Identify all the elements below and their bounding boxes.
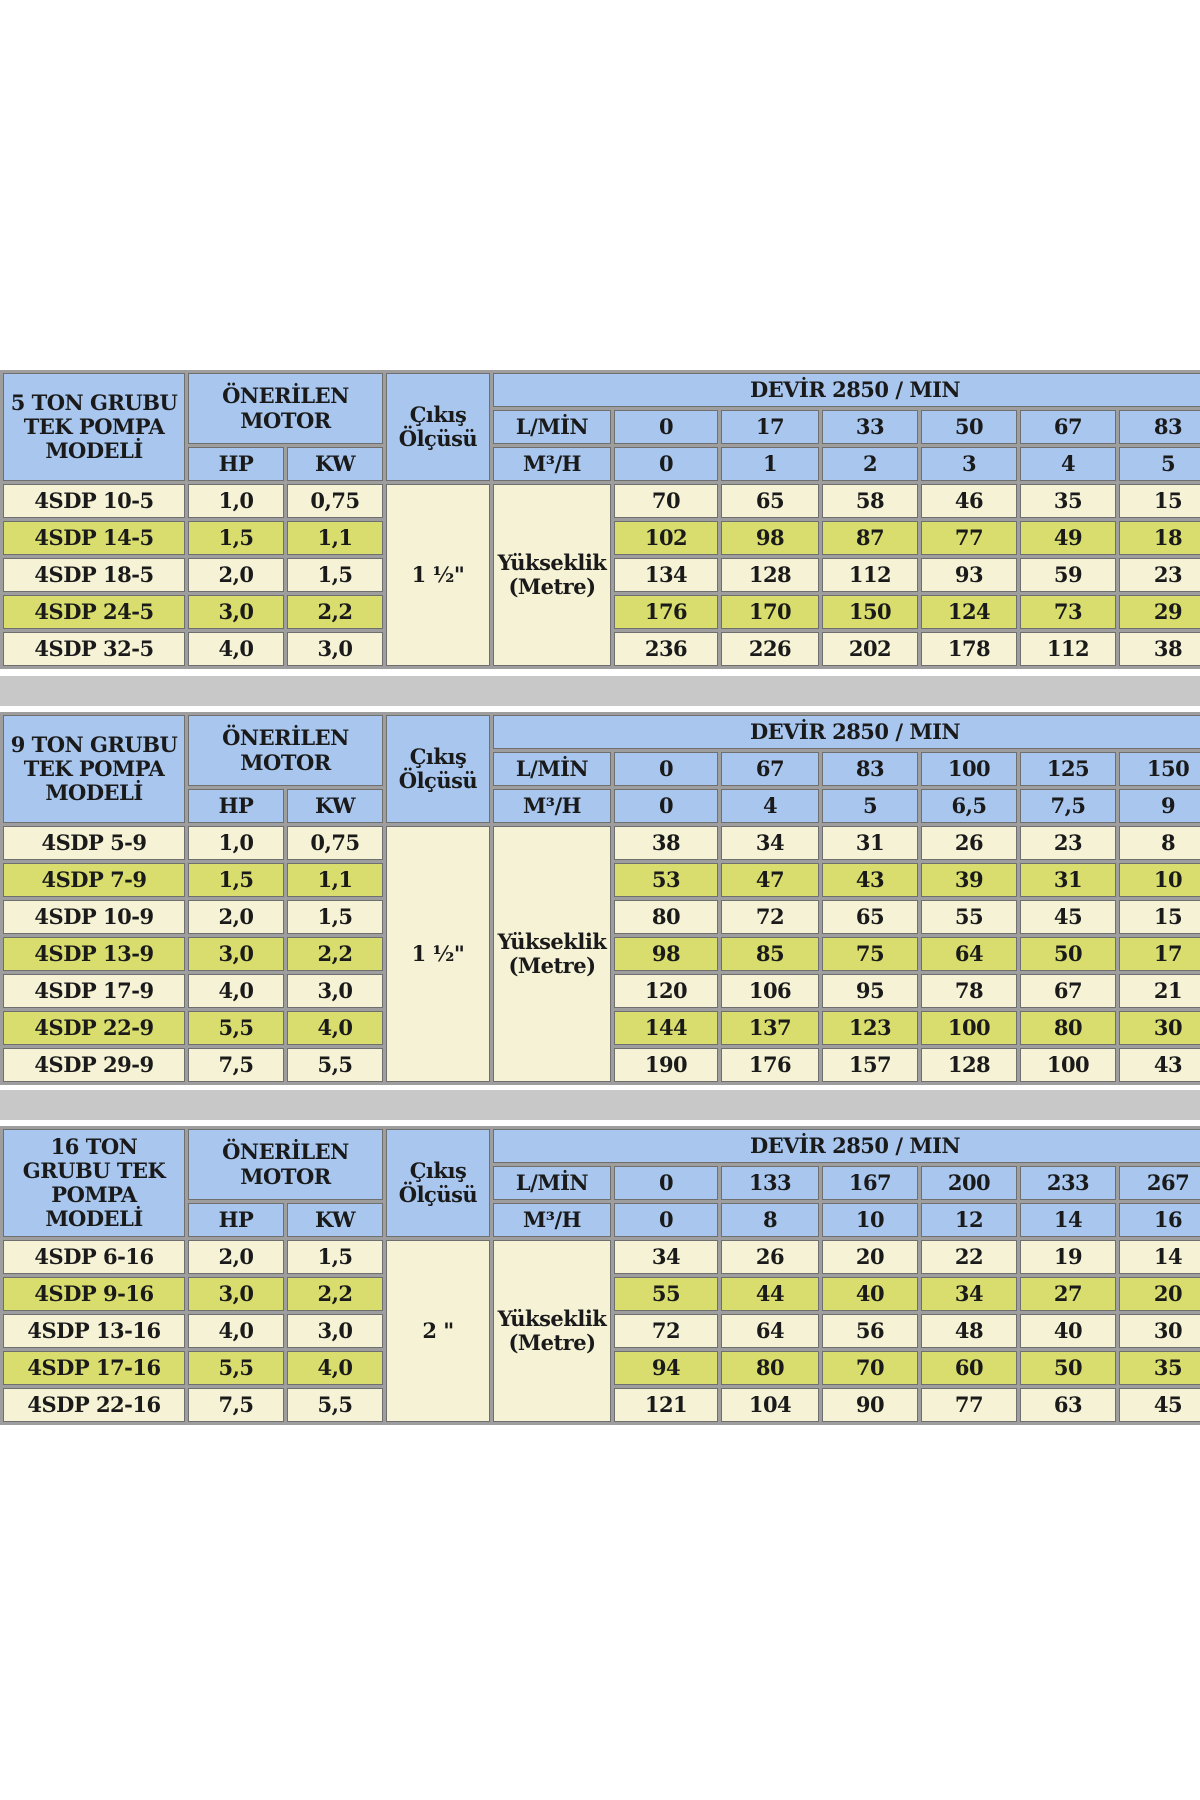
head-value-cell: 58 <box>822 484 918 518</box>
flow-m3h-value: 4 <box>721 789 819 823</box>
head-value-cell: 59 <box>1020 558 1116 592</box>
head-value-cell: 55 <box>614 1277 718 1311</box>
head-value-cell: 98 <box>614 937 718 971</box>
motor-header: ÖNERİLEN MOTOR <box>188 715 383 786</box>
model-cell: 4SDP 7-9 <box>3 863 185 897</box>
table-row <box>3 484 1200 518</box>
head-value-cell: 47 <box>721 863 819 897</box>
head-value-cell: 22 <box>921 1240 1017 1274</box>
model-cell: 4SDP 13-9 <box>3 937 185 971</box>
head-value-cell: 123 <box>822 1011 918 1045</box>
kw-cell: 5,5 <box>287 1048 383 1082</box>
flow-m3h-label: M³/H <box>493 1203 611 1237</box>
head-value-cell: 26 <box>921 826 1017 860</box>
head-value-cell: 40 <box>822 1277 918 1311</box>
flow-m3h-value: 6,5 <box>921 789 1017 823</box>
speed-header: DEVİR 2850 / MIN <box>493 1129 1200 1163</box>
kw-cell: 1,5 <box>287 900 383 934</box>
head-value-cell: 45 <box>1020 900 1116 934</box>
head-value-cell: 90 <box>822 1388 918 1422</box>
kw-cell: 0,75 <box>287 826 383 860</box>
flow-m3h-label: M³/H <box>493 789 611 823</box>
head-value-cell: 93 <box>921 558 1017 592</box>
hp-cell: 3,0 <box>188 937 284 971</box>
flow-m3h-value: 5 <box>1119 447 1200 481</box>
outlet-header: Çıkış Ölçüsü <box>386 373 490 481</box>
head-value-cell: 55 <box>921 900 1017 934</box>
pump-group-table <box>0 1126 1200 1425</box>
head-value-cell: 29 <box>1119 595 1200 629</box>
flow-lmin-value: 0 <box>614 410 718 444</box>
kw-cell: 0,75 <box>287 484 383 518</box>
head-value-cell: 150 <box>822 595 918 629</box>
head-value-cell: 35 <box>1020 484 1116 518</box>
model-cell: 4SDP 13-16 <box>3 1314 185 1348</box>
head-value-cell: 50 <box>1020 1351 1116 1385</box>
head-value-cell: 121 <box>614 1388 718 1422</box>
head-value-cell: 67 <box>1020 974 1116 1008</box>
flow-lmin-label: L/MİN <box>493 1166 611 1200</box>
model-cell: 4SDP 10-5 <box>3 484 185 518</box>
hp-header: HP <box>188 789 284 823</box>
head-label-cell: Yükseklik (Metre) <box>493 484 611 666</box>
head-value-cell: 80 <box>1020 1011 1116 1045</box>
head-value-cell: 49 <box>1020 521 1116 555</box>
flow-m3h-value: 9 <box>1119 789 1200 823</box>
flow-lmin-value: 33 <box>822 410 918 444</box>
head-value-cell: 87 <box>822 521 918 555</box>
head-value-cell: 20 <box>822 1240 918 1274</box>
group-title: 16 TON GRUBU TEK POMPA MODELİ <box>3 1129 185 1237</box>
flow-lmin-value: 0 <box>614 1166 718 1200</box>
head-value-cell: 77 <box>921 1388 1017 1422</box>
hp-cell: 1,5 <box>188 863 284 897</box>
head-value-cell: 63 <box>1020 1388 1116 1422</box>
head-value-cell: 77 <box>921 521 1017 555</box>
flow-lmin-value: 100 <box>921 752 1017 786</box>
kw-cell: 2,2 <box>287 595 383 629</box>
head-label-cell: Yükseklik (Metre) <box>493 1240 611 1422</box>
head-value-cell: 34 <box>721 826 819 860</box>
head-value-cell: 34 <box>614 1240 718 1274</box>
group-title: 5 TON GRUBU TEK POMPA MODELİ <box>3 373 185 481</box>
head-value-cell: 65 <box>822 900 918 934</box>
head-value-cell: 35 <box>1119 1351 1200 1385</box>
flow-m3h-value: 16 <box>1119 1203 1200 1237</box>
model-cell: 4SDP 17-9 <box>3 974 185 1008</box>
head-value-cell: 157 <box>822 1048 918 1082</box>
head-value-cell: 15 <box>1119 900 1200 934</box>
head-value-cell: 144 <box>614 1011 718 1045</box>
kw-cell: 1,5 <box>287 1240 383 1274</box>
table-row <box>3 826 1200 860</box>
head-value-cell: 23 <box>1020 826 1116 860</box>
flow-lmin-value: 83 <box>1119 410 1200 444</box>
flow-m3h-value: 2 <box>822 447 918 481</box>
flow-lmin-value: 133 <box>721 1166 819 1200</box>
head-value-cell: 46 <box>921 484 1017 518</box>
flow-m3h-value: 0 <box>614 789 718 823</box>
model-cell: 4SDP 10-9 <box>3 900 185 934</box>
head-label-cell: Yükseklik (Metre) <box>493 826 611 1082</box>
kw-cell: 1,1 <box>287 863 383 897</box>
pump-group-table <box>0 370 1200 669</box>
head-value-cell: 30 <box>1119 1011 1200 1045</box>
head-value-cell: 48 <box>921 1314 1017 1348</box>
flow-lmin-value: 200 <box>921 1166 1017 1200</box>
hp-cell: 7,5 <box>188 1048 284 1082</box>
head-value-cell: 170 <box>721 595 819 629</box>
flow-lmin-value: 233 <box>1020 1166 1116 1200</box>
hp-cell: 2,0 <box>188 1240 284 1274</box>
model-cell: 4SDP 29-9 <box>3 1048 185 1082</box>
model-cell: 4SDP 24-5 <box>3 595 185 629</box>
kw-cell: 1,5 <box>287 558 383 592</box>
head-value-cell: 226 <box>721 632 819 666</box>
head-value-cell: 17 <box>1119 937 1200 971</box>
hp-cell: 3,0 <box>188 595 284 629</box>
head-value-cell: 8 <box>1119 826 1200 860</box>
hp-cell: 1,5 <box>188 521 284 555</box>
flow-lmin-label: L/MİN <box>493 752 611 786</box>
model-cell: 4SDP 32-5 <box>3 632 185 666</box>
hp-cell: 4,0 <box>188 1314 284 1348</box>
head-value-cell: 60 <box>921 1351 1017 1385</box>
hp-cell: 2,0 <box>188 900 284 934</box>
head-value-cell: 50 <box>1020 937 1116 971</box>
table-row <box>3 1240 1200 1274</box>
head-value-cell: 72 <box>614 1314 718 1348</box>
flow-m3h-value: 10 <box>822 1203 918 1237</box>
hp-cell: 4,0 <box>188 974 284 1008</box>
hp-cell: 5,5 <box>188 1011 284 1045</box>
head-value-cell: 64 <box>921 937 1017 971</box>
head-value-cell: 65 <box>721 484 819 518</box>
kw-cell: 5,5 <box>287 1388 383 1422</box>
head-value-cell: 26 <box>721 1240 819 1274</box>
kw-cell: 3,0 <box>287 632 383 666</box>
head-value-cell: 70 <box>822 1351 918 1385</box>
flow-m3h-value: 4 <box>1020 447 1116 481</box>
head-value-cell: 100 <box>921 1011 1017 1045</box>
flow-m3h-value: 7,5 <box>1020 789 1116 823</box>
kw-header: KW <box>287 1203 383 1237</box>
flow-m3h-value: 0 <box>614 1203 718 1237</box>
kw-cell: 4,0 <box>287 1351 383 1385</box>
head-value-cell: 75 <box>822 937 918 971</box>
head-value-cell: 128 <box>721 558 819 592</box>
head-value-cell: 44 <box>721 1277 819 1311</box>
model-cell: 4SDP 9-16 <box>3 1277 185 1311</box>
head-value-cell: 43 <box>1119 1048 1200 1082</box>
flow-m3h-label: M³/H <box>493 447 611 481</box>
kw-cell: 3,0 <box>287 1314 383 1348</box>
head-value-cell: 15 <box>1119 484 1200 518</box>
kw-cell: 2,2 <box>287 1277 383 1311</box>
flow-lmin-value: 267 <box>1119 1166 1200 1200</box>
head-value-cell: 21 <box>1119 974 1200 1008</box>
head-value-cell: 34 <box>921 1277 1017 1311</box>
head-value-cell: 176 <box>614 595 718 629</box>
head-value-cell: 94 <box>614 1351 718 1385</box>
head-value-cell: 38 <box>614 826 718 860</box>
kw-header: KW <box>287 447 383 481</box>
head-value-cell: 70 <box>614 484 718 518</box>
head-value-cell: 18 <box>1119 521 1200 555</box>
head-value-cell: 64 <box>721 1314 819 1348</box>
head-value-cell: 72 <box>721 900 819 934</box>
outlet-size-cell: 1 ½" <box>386 484 490 666</box>
motor-header: ÖNERİLEN MOTOR <box>188 1129 383 1200</box>
head-value-cell: 176 <box>721 1048 819 1082</box>
flow-lmin-value: 17 <box>721 410 819 444</box>
model-cell: 4SDP 18-5 <box>3 558 185 592</box>
head-value-cell: 56 <box>822 1314 918 1348</box>
head-value-cell: 43 <box>822 863 918 897</box>
head-value-cell: 73 <box>1020 595 1116 629</box>
flow-m3h-value: 8 <box>721 1203 819 1237</box>
head-value-cell: 31 <box>822 826 918 860</box>
outlet-header: Çıkış Ölçüsü <box>386 715 490 823</box>
model-cell: 4SDP 5-9 <box>3 826 185 860</box>
kw-cell: 2,2 <box>287 937 383 971</box>
flow-lmin-value: 67 <box>1020 410 1116 444</box>
head-value-cell: 23 <box>1119 558 1200 592</box>
head-value-cell: 78 <box>921 974 1017 1008</box>
model-cell: 4SDP 17-16 <box>3 1351 185 1385</box>
head-value-cell: 14 <box>1119 1240 1200 1274</box>
head-value-cell: 20 <box>1119 1277 1200 1311</box>
kw-cell: 3,0 <box>287 974 383 1008</box>
motor-header: ÖNERİLEN MOTOR <box>188 373 383 444</box>
head-value-cell: 30 <box>1119 1314 1200 1348</box>
hp-header: HP <box>188 447 284 481</box>
speed-header: DEVİR 2850 / MIN <box>493 715 1200 749</box>
head-value-cell: 106 <box>721 974 819 1008</box>
table-separator-band <box>0 676 1200 706</box>
head-value-cell: 100 <box>1020 1048 1116 1082</box>
kw-cell: 1,1 <box>287 521 383 555</box>
hp-cell: 4,0 <box>188 632 284 666</box>
head-value-cell: 120 <box>614 974 718 1008</box>
flow-m3h-value: 0 <box>614 447 718 481</box>
head-value-cell: 80 <box>614 900 718 934</box>
model-cell: 4SDP 22-16 <box>3 1388 185 1422</box>
flow-lmin-value: 83 <box>822 752 918 786</box>
flow-lmin-value: 50 <box>921 410 1017 444</box>
head-value-cell: 202 <box>822 632 918 666</box>
flow-lmin-value: 167 <box>822 1166 918 1200</box>
outlet-size-cell: 2 " <box>386 1240 490 1422</box>
flow-lmin-label: L/MİN <box>493 410 611 444</box>
head-value-cell: 45 <box>1119 1388 1200 1422</box>
speed-header: DEVİR 2850 / MIN <box>493 373 1200 407</box>
pump-group-table <box>0 712 1200 1085</box>
flow-lmin-value: 150 <box>1119 752 1200 786</box>
model-cell: 4SDP 6-16 <box>3 1240 185 1274</box>
head-value-cell: 102 <box>614 521 718 555</box>
head-value-cell: 190 <box>614 1048 718 1082</box>
hp-header: HP <box>188 1203 284 1237</box>
head-value-cell: 134 <box>614 558 718 592</box>
flow-m3h-value: 5 <box>822 789 918 823</box>
flow-m3h-value: 3 <box>921 447 1017 481</box>
hp-cell: 1,0 <box>188 826 284 860</box>
head-value-cell: 95 <box>822 974 918 1008</box>
outlet-header: Çıkış Ölçüsü <box>386 1129 490 1237</box>
head-value-cell: 31 <box>1020 863 1116 897</box>
flow-m3h-value: 12 <box>921 1203 1017 1237</box>
model-cell: 4SDP 22-9 <box>3 1011 185 1045</box>
head-value-cell: 112 <box>822 558 918 592</box>
head-value-cell: 137 <box>721 1011 819 1045</box>
flow-lmin-value: 67 <box>721 752 819 786</box>
head-value-cell: 124 <box>921 595 1017 629</box>
kw-cell: 4,0 <box>287 1011 383 1045</box>
head-value-cell: 27 <box>1020 1277 1116 1311</box>
flow-lmin-value: 125 <box>1020 752 1116 786</box>
flow-m3h-value: 14 <box>1020 1203 1116 1237</box>
head-value-cell: 98 <box>721 521 819 555</box>
table-separator-band <box>0 1090 1200 1120</box>
flow-m3h-value: 1 <box>721 447 819 481</box>
head-value-cell: 53 <box>614 863 718 897</box>
head-value-cell: 10 <box>1119 863 1200 897</box>
hp-cell: 2,0 <box>188 558 284 592</box>
head-value-cell: 40 <box>1020 1314 1116 1348</box>
hp-cell: 5,5 <box>188 1351 284 1385</box>
hp-cell: 1,0 <box>188 484 284 518</box>
head-value-cell: 128 <box>921 1048 1017 1082</box>
head-value-cell: 85 <box>721 937 819 971</box>
head-value-cell: 178 <box>921 632 1017 666</box>
head-value-cell: 38 <box>1119 632 1200 666</box>
model-cell: 4SDP 14-5 <box>3 521 185 555</box>
outlet-size-cell: 1 ½" <box>386 826 490 1082</box>
head-value-cell: 19 <box>1020 1240 1116 1274</box>
head-value-cell: 104 <box>721 1388 819 1422</box>
head-value-cell: 112 <box>1020 632 1116 666</box>
group-title: 9 TON GRUBU TEK POMPA MODELİ <box>3 715 185 823</box>
head-value-cell: 236 <box>614 632 718 666</box>
head-value-cell: 80 <box>721 1351 819 1385</box>
kw-header: KW <box>287 789 383 823</box>
hp-cell: 3,0 <box>188 1277 284 1311</box>
head-value-cell: 39 <box>921 863 1017 897</box>
hp-cell: 7,5 <box>188 1388 284 1422</box>
flow-lmin-value: 0 <box>614 752 718 786</box>
